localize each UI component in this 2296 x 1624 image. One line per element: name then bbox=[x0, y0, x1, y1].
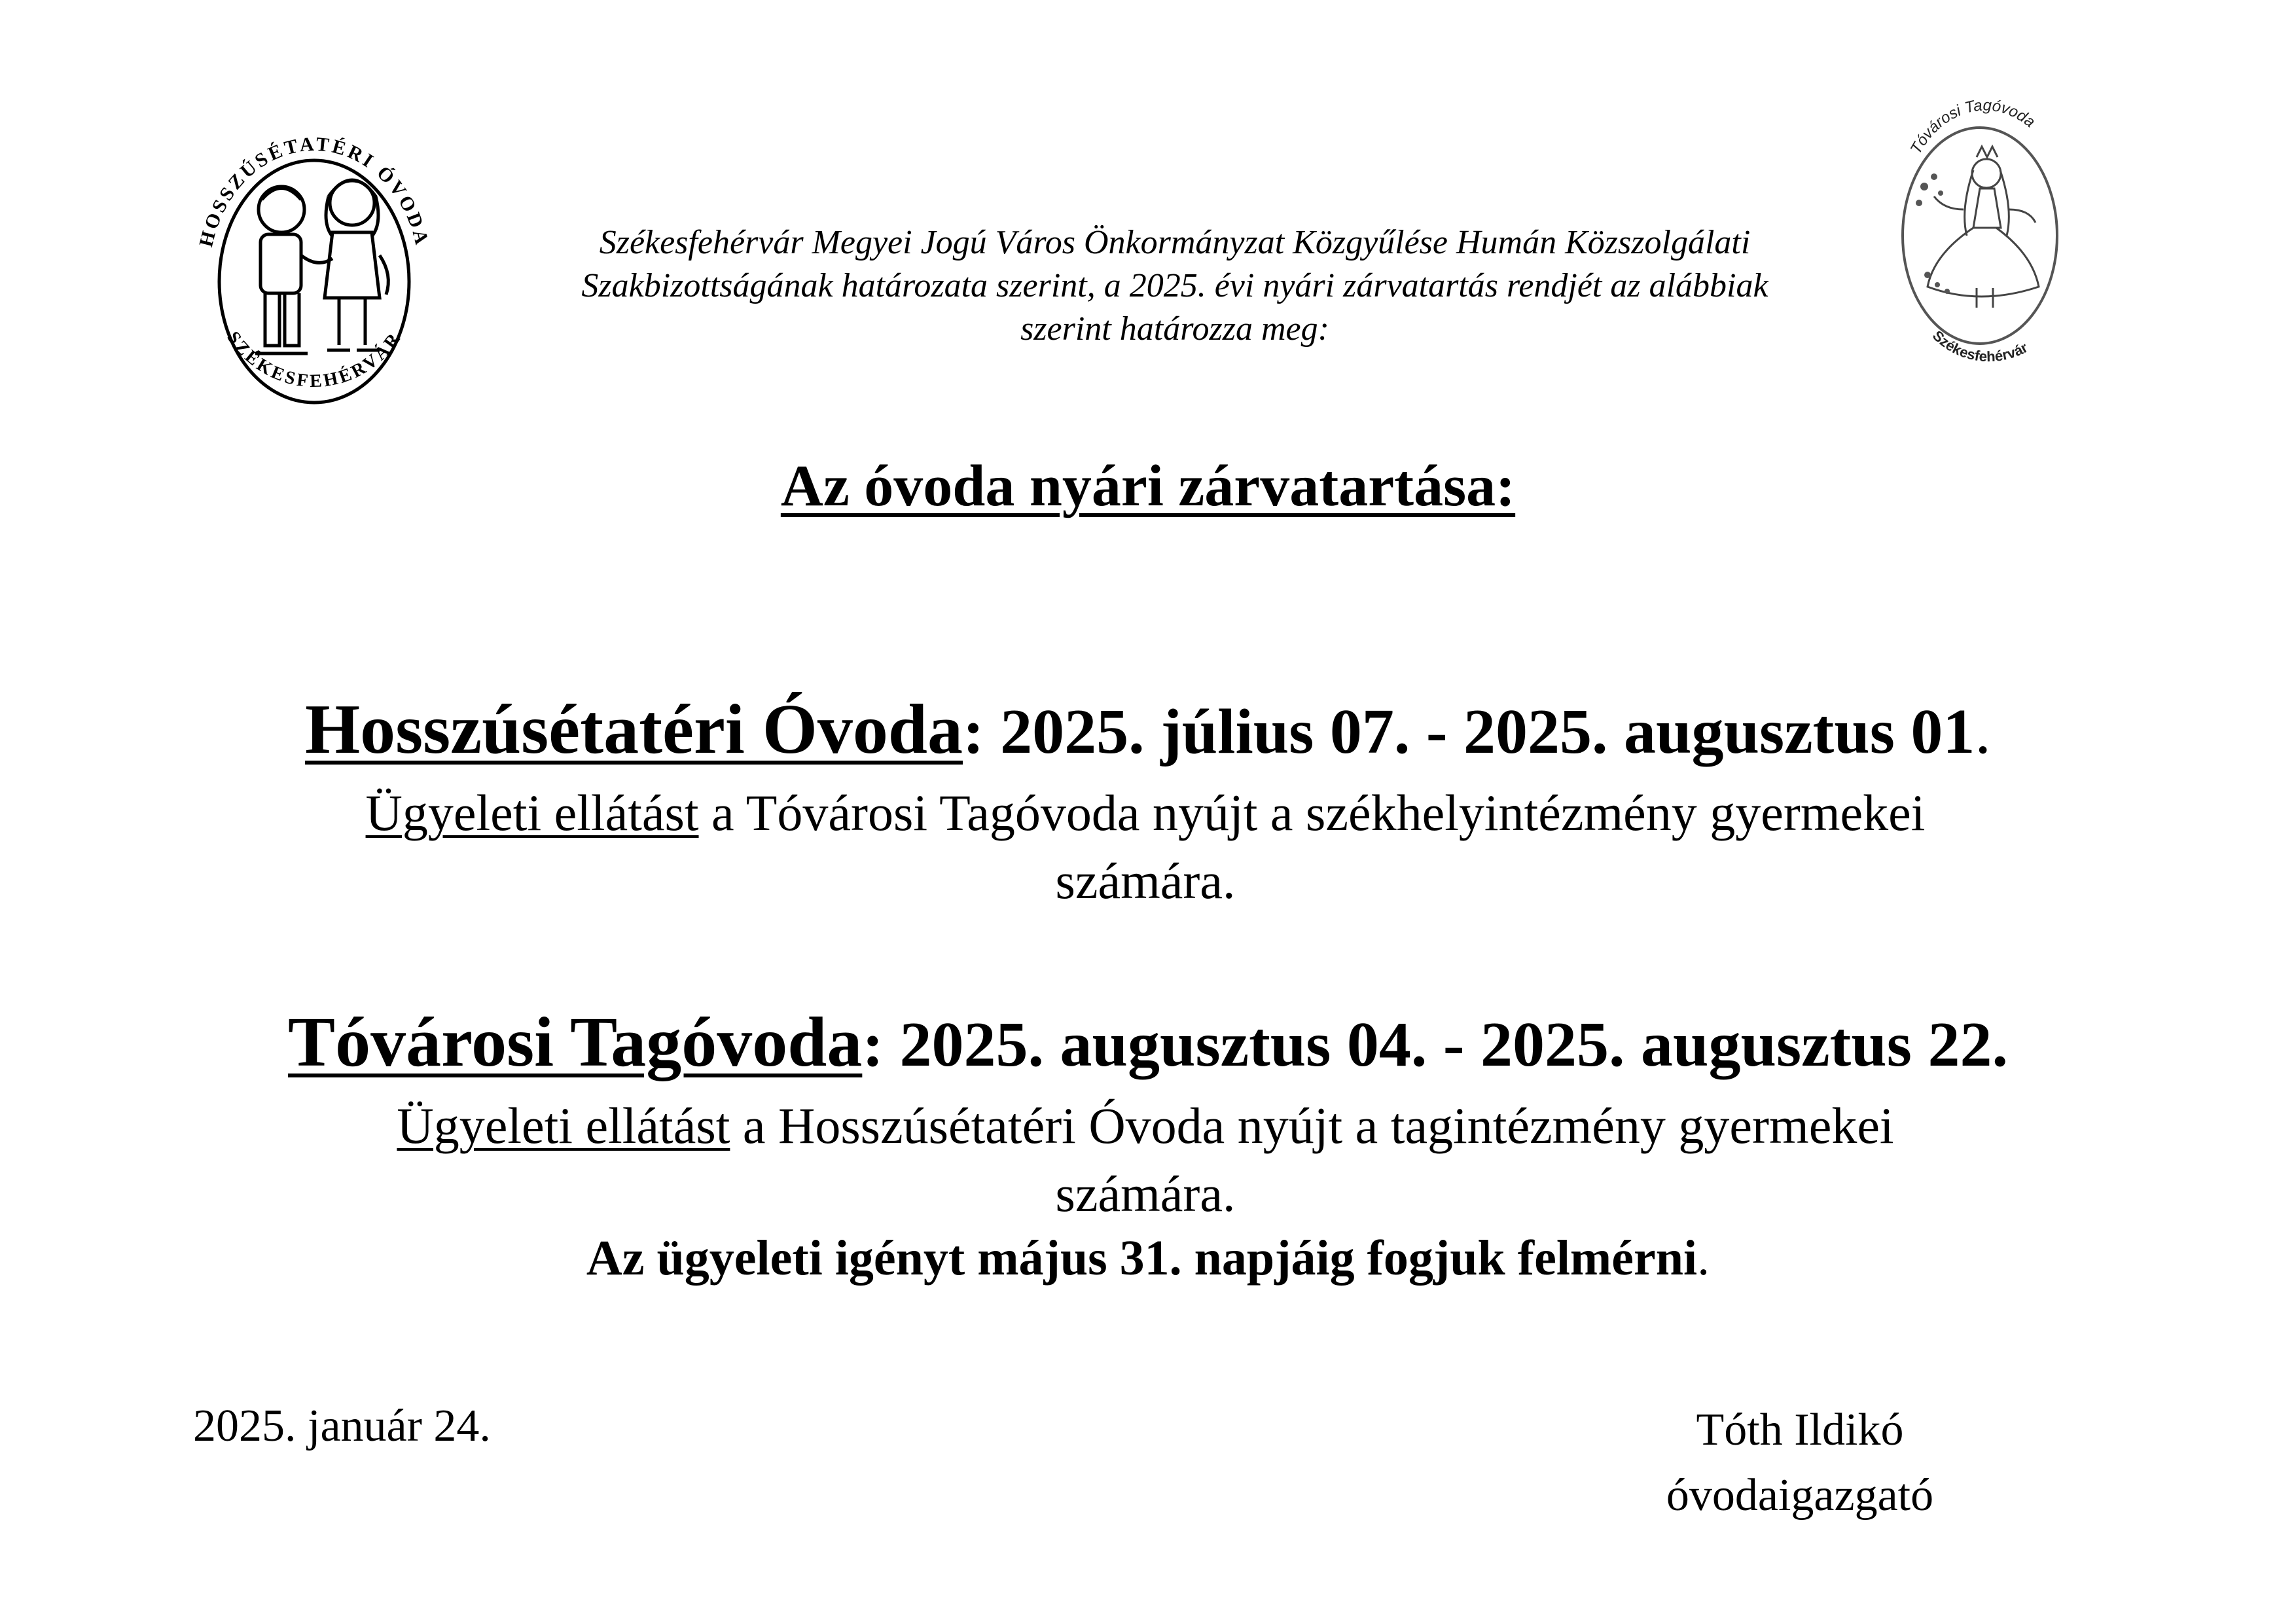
intro-line-3: szerint határozza meg: bbox=[1020, 310, 1329, 348]
intro-line-1: Székesfehérvár Megyei Jogú Város Önkormányzat Közgyűlése Humán Közszolgálati bbox=[599, 224, 1751, 261]
logo-right-bottom-text: Székesfehérvár bbox=[1929, 327, 2031, 365]
duty-care-info-tovarosi bbox=[203, 1092, 2088, 1228]
survey-notice bbox=[0, 1225, 2296, 1291]
duty-care-text-line2: számára. bbox=[1055, 852, 1236, 909]
tovarosi-tagovoda-logo bbox=[1885, 79, 2075, 380]
duty-care-text: a Hosszúsétatéri Óvoda nyújt a tagintézmény gyermekei bbox=[730, 1097, 1894, 1154]
signature-block bbox=[1610, 1398, 1990, 1528]
signer-title: óvodaigazgató bbox=[1666, 1470, 1934, 1521]
intro-line-2: Szakbizottságának határozata szerint, a 2025. évi nyári zárvatartás rendjét az alábbiak bbox=[581, 267, 1768, 304]
closure-dates: : 2025. július 07. - 2025. augusztus 01 bbox=[962, 696, 1975, 767]
duty-care-text: a Tóvárosi Tagóvoda nyújt a székhelyintézmény gyermekei bbox=[698, 784, 1926, 841]
hosszusetateri-ovoda-logo bbox=[183, 124, 442, 412]
closure-dates: : 2025. augusztus 04. - 2025. augusztus 22. bbox=[862, 1009, 2008, 1080]
logo-right-top-text: Tóvárosi Tagóvoda bbox=[1907, 96, 2039, 157]
signer-name: Tóth Ildikó bbox=[1696, 1405, 1904, 1455]
svg-text:SZÉKESFEHÉRVÁR bbox=[223, 328, 405, 392]
kindergarten-name: Hosszúsétatéri Óvoda bbox=[305, 691, 963, 768]
svg-text:HOSSZÚSÉTATÉRI ÓVODA bbox=[195, 134, 433, 249]
children-figures bbox=[255, 180, 388, 353]
survey-notice-text: Az ügyeleti igényt május 31. napjáig fogjuk felmérni bbox=[586, 1231, 1698, 1286]
logo-left-top-text: HOSSZÚSÉTATÉRI ÓVODA bbox=[195, 133, 433, 249]
dancing-girl-figure bbox=[1928, 147, 2039, 308]
logo-left-bottom-text: SZÉKESFEHÉRVÁR bbox=[223, 327, 406, 392]
survey-notice-dot: . bbox=[1697, 1231, 1710, 1286]
kindergarten-name: Tóvárosi Tagóvoda bbox=[288, 1003, 863, 1081]
closure-title-hosszusetateri bbox=[0, 687, 2296, 793]
duty-care-text-line2: számára. bbox=[1055, 1165, 1236, 1222]
page-title: Az óvoda nyári zárvatartása: bbox=[780, 454, 1516, 518]
closure-end-dot: . bbox=[1975, 696, 1991, 767]
duty-care-label: Ügyeleti ellátást bbox=[397, 1097, 730, 1154]
closure-title-tovarosi bbox=[0, 1000, 2296, 1106]
duty-care-label: Ügyeleti ellátást bbox=[365, 784, 699, 841]
document-date: 2025. január 24. bbox=[193, 1401, 491, 1451]
intro-paragraph bbox=[478, 221, 1872, 351]
duty-care-info-hosszusetateri bbox=[203, 779, 2088, 915]
